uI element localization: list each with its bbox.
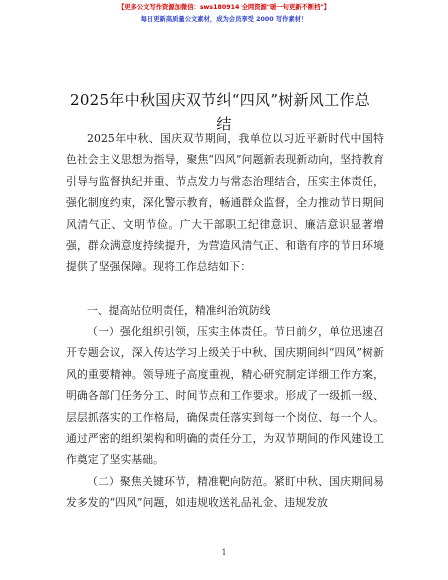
intro-paragraph: 2025年中秋、国庆双节期间，我单位以习近平新时代中国特色社会主义思想为指导，聚焦“四风”问题新表现新动向，坚持教育引导与监督执纪并重、节点发力与常态治理结合，压实主体责任，强化制度约束，深化警示教育，畅通群众监督，全力推动节日期间风清气正、文明节俭。广大干部职工纪律意识、廉洁意识显著增强，群众满意度持续提升，为营造风清气正、和谐有序的节日环境提供了坚强保障。现将工作总结如下： bbox=[66, 132, 384, 274]
section-heading-1: 一、提高站位明责任，精准纠治筑防线 bbox=[87, 304, 271, 317]
page-number: 1 bbox=[221, 548, 227, 557]
subsection-paragraph-1: （一）强化组织引领，压实主体责任。节日前夕，单位迅速召开专题会议，深入传达学习上级关于中秋、国庆期间纠“四风”树新风的重要精神。领导班子高度重视，精心研究制定详细工作方案，明确各部门任务分工、时间节点和工作要求。形成了一级抓一级、层层抓落实的工作格局，确保责任落实到每一个岗位、每一个人。通过严密的组织架构和明确的责任分工，为双节期间的作风建设工作奠定了坚实基础。 bbox=[66, 325, 384, 467]
promo-banner-line2: 每日更新高质量公文素材，成为会员享受 2000 写作素材！ bbox=[140, 16, 308, 23]
title-line-2: 结 bbox=[216, 115, 232, 133]
subsection-paragraph-2: （二）聚焦关键环节，精准靶向防范。紧盯中秋、国庆期间易发多发的“四风”问题，如违规收送礼品礼金、违规发放 bbox=[66, 475, 384, 510]
promo-banner-line1: 【更多公文写作资源加微信：sws180914 全网资源"暖一句更新不断档"】 bbox=[117, 4, 331, 11]
title-line-1: 2025年中秋国庆双节纠“四风”树新风工作总 bbox=[70, 91, 371, 109]
